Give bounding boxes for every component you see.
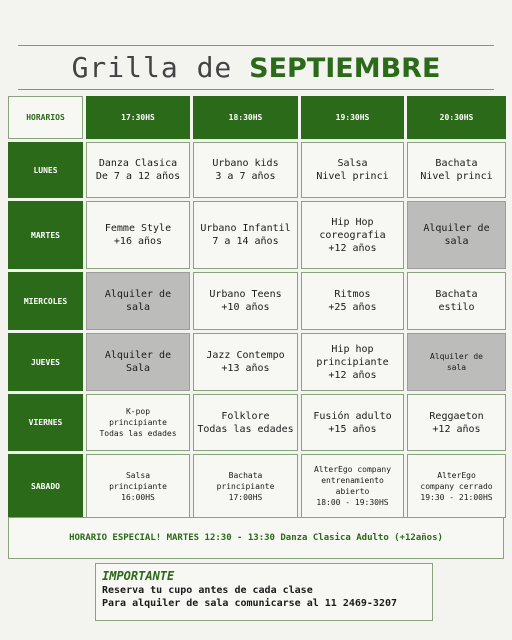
class-slot: Fusión adulto +15 años: [301, 394, 404, 451]
rental-slot: Alquiler de sala: [86, 272, 190, 330]
rental-slot: Alquiler de sala: [407, 333, 506, 391]
class-slot: Salsa principiante 16:00HS: [86, 454, 190, 518]
class-slot: Danza Clasica De 7 a 12 años: [86, 142, 190, 198]
rental-slot: Alquiler de Sala: [86, 333, 190, 391]
corner-label: HORARIOS: [8, 96, 83, 139]
time-header: 19:30HS: [301, 96, 404, 139]
notice-line-reservation: Reserva tu cupo antes de cada clase: [102, 585, 313, 596]
title-month: SEPTIEMBRE: [249, 53, 441, 84]
title-prefix: Grilla de: [71, 51, 233, 84]
class-slot: Salsa Nivel princi: [301, 142, 404, 198]
class-slot: Hip hop principiante +12 años: [301, 333, 404, 391]
day-label: SABADO: [8, 454, 83, 518]
day-label: VIERNES: [8, 394, 83, 451]
class-slot: Jazz Contempo +13 años: [193, 333, 298, 391]
top-rule: [18, 45, 494, 46]
class-slot: Bachata principiante 17:00HS: [193, 454, 298, 518]
class-slot: K-pop principiante Todas las edades: [86, 394, 190, 451]
page-title: [0, 50, 512, 87]
day-label: LUNES: [8, 142, 83, 198]
class-slot: Bachata estilo: [407, 272, 506, 330]
schedule-grid: [8, 96, 504, 514]
class-slot: Urbano Teens +10 años: [193, 272, 298, 330]
class-slot: AlterEgo company entrenamiento abierto 18:00 - 19:30HS: [301, 454, 404, 518]
class-slot: AlterEgo company cerrado 19:30 - 21:00HS: [407, 454, 506, 518]
class-slot: Folklore Todas las edades: [193, 394, 298, 451]
day-label: JUEVES: [8, 333, 83, 391]
class-slot: Femme Style +16 años: [86, 201, 190, 269]
class-slot: Urbano Infantil 7 a 14 años: [193, 201, 298, 269]
class-slot: Urbano kids 3 a 7 años: [193, 142, 298, 198]
special-schedule-banner: HORARIO ESPECIAL! MARTES 12:30 - 13:30 Danza Clasica Adulto (+12años): [8, 517, 504, 559]
day-label: MIERCOLES: [8, 272, 83, 330]
time-header: 18:30HS: [193, 96, 298, 139]
title-rule: [18, 89, 494, 90]
class-slot: Hip Hop coreografia +12 años: [301, 201, 404, 269]
important-heading: IMPORTANTE: [102, 569, 175, 583]
class-slot: Ritmos +25 años: [301, 272, 404, 330]
time-header: 20:30HS: [407, 96, 506, 139]
class-slot: Bachata Nivel princi: [407, 142, 506, 198]
important-notice: [95, 563, 433, 621]
notice-line-rental: Para alquiler de sala comunicarse al 11 2469-3207: [102, 598, 398, 609]
class-slot: Reggaeton +12 años: [407, 394, 506, 451]
time-header: 17:30HS: [86, 96, 190, 139]
day-label: MARTES: [8, 201, 83, 269]
rental-slot: Alquiler de sala: [407, 201, 506, 269]
